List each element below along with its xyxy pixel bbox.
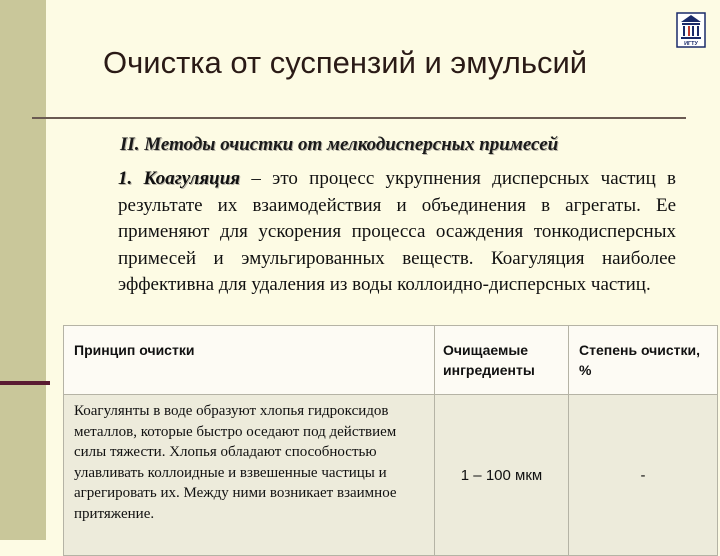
slide-title: Очистка от суспензий и эмульсий <box>103 45 588 80</box>
cell-degree: - <box>569 395 718 556</box>
cleaning-methods-table <box>63 325 718 556</box>
logo-text: ИГТУ <box>684 41 698 47</box>
cell-principle: Коагулянты в воде образуют хлопья гидроксидов металлов, которые быстро оседают под действием силы тяжести. Хлопья обладают способностью улавливать коллоидные и взвешенные частицы и агрегировать их. Между ними возникает взаимное притяжение. <box>64 395 435 556</box>
table-header-row <box>64 326 718 395</box>
paragraph-body: – это процесс укрупнения дисперсных частиц в результате их взаимодействия и объединения в агрегаты. Ее применяют для ускорения процесса осаждения тонкодисперсных примесей и эмульгированных веществ. Коагуляция наиболее эффективна для удаления из воды коллоидно-дисперсных частиц. <box>118 168 676 295</box>
section-subtitle: II. Методы очистки от мелкодисперсных примесей <box>120 134 559 155</box>
left-accent-line <box>0 381 50 385</box>
university-logo-icon <box>676 12 706 48</box>
header-degree: Степень очистки, % <box>569 326 718 395</box>
header-principle: Принцип очистки <box>64 326 435 395</box>
left-decor-bar <box>0 0 46 540</box>
cell-ingredients: 1 – 100 мкм <box>435 395 569 556</box>
paragraph-lead: 1. Коагуляция <box>118 168 241 189</box>
title-divider <box>32 117 686 119</box>
coagulation-paragraph <box>118 166 676 299</box>
header-ingredients: Очищаемые ингредиенты <box>435 326 569 395</box>
table-row <box>64 395 718 556</box>
